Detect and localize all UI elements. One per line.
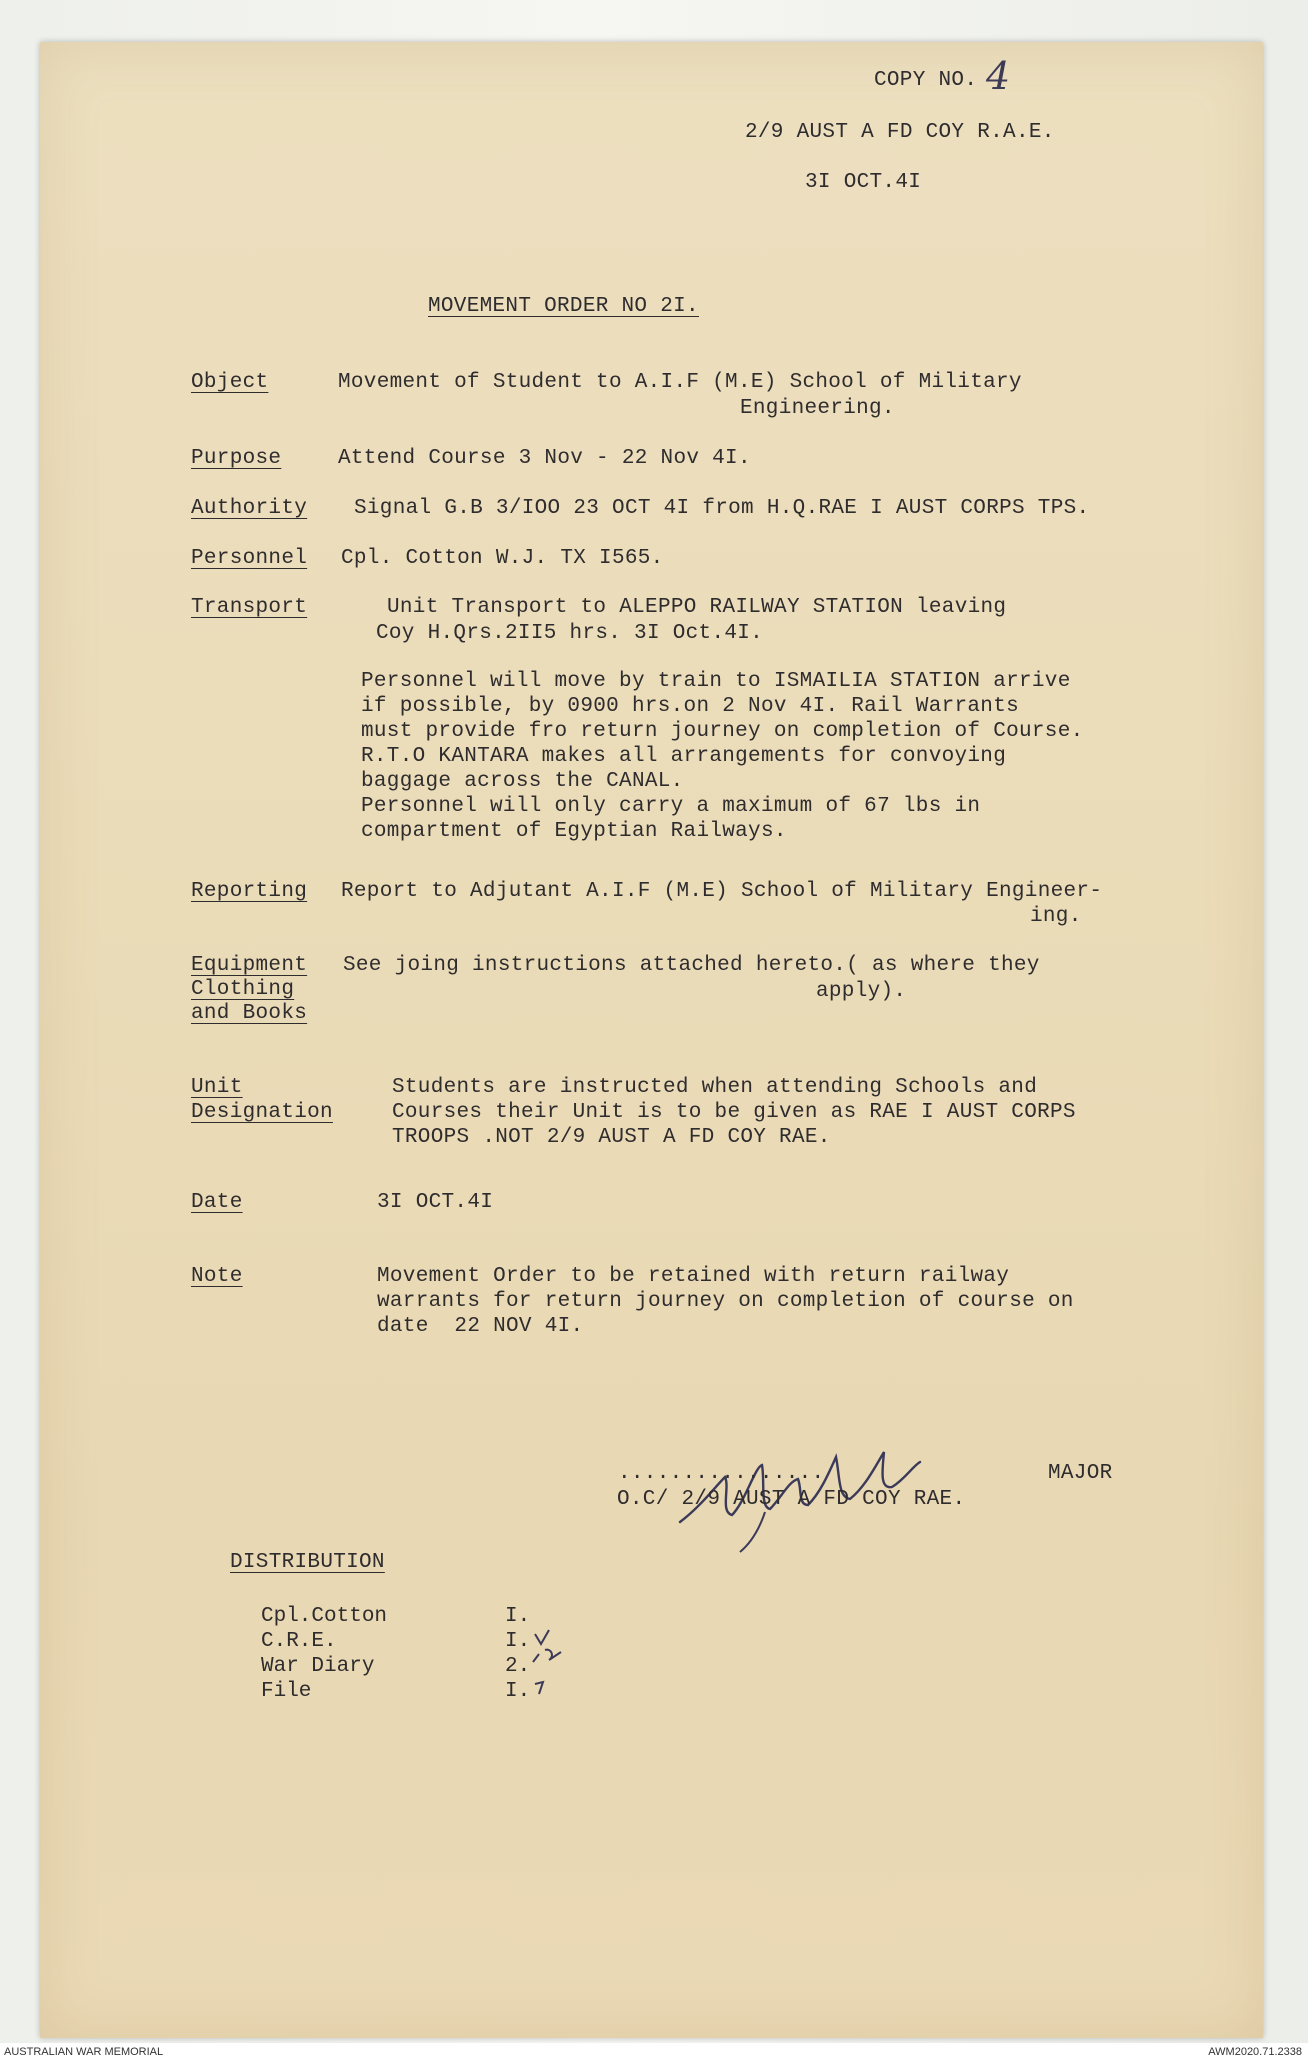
distribution-recipient-4: File (261, 1680, 312, 1703)
label-reporting: Reporting (191, 880, 308, 903)
distribution-copy-3: 2. (505, 1655, 531, 1678)
label-personnel: Personnel (191, 547, 308, 570)
note-line-3: date 22 NOV 4I. (377, 1315, 584, 1338)
unit-designation-line-1: Students are instructed when attending Schools and (392, 1076, 1038, 1099)
object-line-2: Engineering. (740, 397, 895, 420)
handwritten-annotations (515, 1624, 595, 1704)
distribution-copy-2: I. (505, 1630, 531, 1653)
transport-detail-line-6: Personnel will only carry a maximum of 67 lbs in (361, 795, 981, 818)
label-designation: Designation (191, 1101, 333, 1124)
transport-detail-line-7: compartment of Egyptian Railways. (361, 820, 787, 843)
label-date: Date (191, 1191, 243, 1214)
distribution-copy-4: I. (505, 1680, 531, 1703)
label-transport: Transport (191, 596, 308, 619)
label-clothing: Clothing (191, 978, 295, 1001)
copy-number-label: COPY NO. (874, 69, 978, 92)
label-equipment: Equipment (191, 954, 308, 977)
document-page (40, 42, 1263, 2038)
authority-text: Signal G.B 3/IOO 23 OCT 4I from H.Q.RAE I AUST CORPS TPS. (354, 497, 1090, 520)
transport-detail-line-2: if possible, by 0900 hrs.on 2 Nov 4I. Rail Warrants (361, 695, 1020, 718)
distribution-recipient-1: Cpl.Cotton (261, 1605, 388, 1628)
distribution-heading: DISTRIBUTION (230, 1551, 385, 1574)
page-title: MOVEMENT ORDER NO 2I. (428, 295, 699, 318)
transport-line-1: Unit Transport to ALEPPO RAILWAY STATION leaving (387, 596, 1007, 619)
label-unit: Unit (191, 1076, 243, 1099)
label-authority: Authority (191, 497, 308, 520)
signature-appointment: O.C/ 2/9 AUST A FD COY RAE. (617, 1488, 966, 1511)
transport-detail-line-5: baggage across the CANAL. (361, 770, 684, 793)
unit-name: 2/9 AUST A FD COY R.A.E. (745, 121, 1055, 144)
archive-footer (0, 2043, 1308, 2061)
signature-rank: MAJOR (1048, 1462, 1113, 1485)
reporting-line-2: ing. (1030, 905, 1082, 928)
label-object: Object (191, 371, 269, 394)
copy-number-handwritten: 4 (986, 54, 1011, 98)
label-books: and Books (191, 1002, 308, 1025)
transport-detail-line-3: must provide fro return journey on completion of Course. (361, 720, 1084, 743)
date-value: 3I OCT.4I (377, 1191, 494, 1214)
reporting-line-1: Report to Adjutant A.I.F (M.E) School of Military Engineer- (341, 880, 1103, 903)
unit-designation-line-2: Courses their Unit is to be given as RAE I AUST CORPS (392, 1101, 1076, 1124)
transport-detail-line-1: Personnel will move by train to ISMAILIA STATION arrive (361, 670, 1071, 693)
object-line-1: Movement of Student to A.I.F (M.E) School of Military (338, 371, 1022, 394)
equipment-line-2: apply). (816, 980, 907, 1003)
footer-accession-number: AWM2020.71.2338 (1208, 2046, 1302, 2058)
transport-line-2: Coy H.Qrs.2II5 hrs. 3I Oct.4I. (376, 622, 764, 645)
label-note: Note (191, 1265, 243, 1288)
purpose-text: Attend Course 3 Nov - 22 Nov 4I. (338, 447, 751, 470)
distribution-recipient-3: War Diary (261, 1655, 375, 1678)
note-line-1: Movement Order to be retained with return railway (377, 1265, 1010, 1288)
distribution-copy-1: I. (505, 1605, 531, 1628)
note-line-2: warrants for return journey on completion of course on (377, 1290, 1074, 1313)
footer-institution: AUSTRALIAN WAR MEMORIAL (4, 2046, 164, 2058)
transport-detail-line-4: R.T.O KANTARA makes all arrangements for convoying (361, 745, 1007, 768)
personnel-text: Cpl. Cotton W.J. TX I565. (341, 547, 664, 570)
distribution-recipient-2: C.R.E. (261, 1630, 337, 1653)
signature-dots: ................ (618, 1462, 825, 1485)
equipment-line-1: See joing instructions attached hereto.( as where they (343, 954, 1040, 977)
label-purpose: Purpose (191, 447, 282, 470)
unit-designation-line-3: TROOPS .NOT 2/9 AUST A FD COY RAE. (392, 1126, 831, 1149)
document-date: 3I OCT.4I (805, 171, 922, 194)
